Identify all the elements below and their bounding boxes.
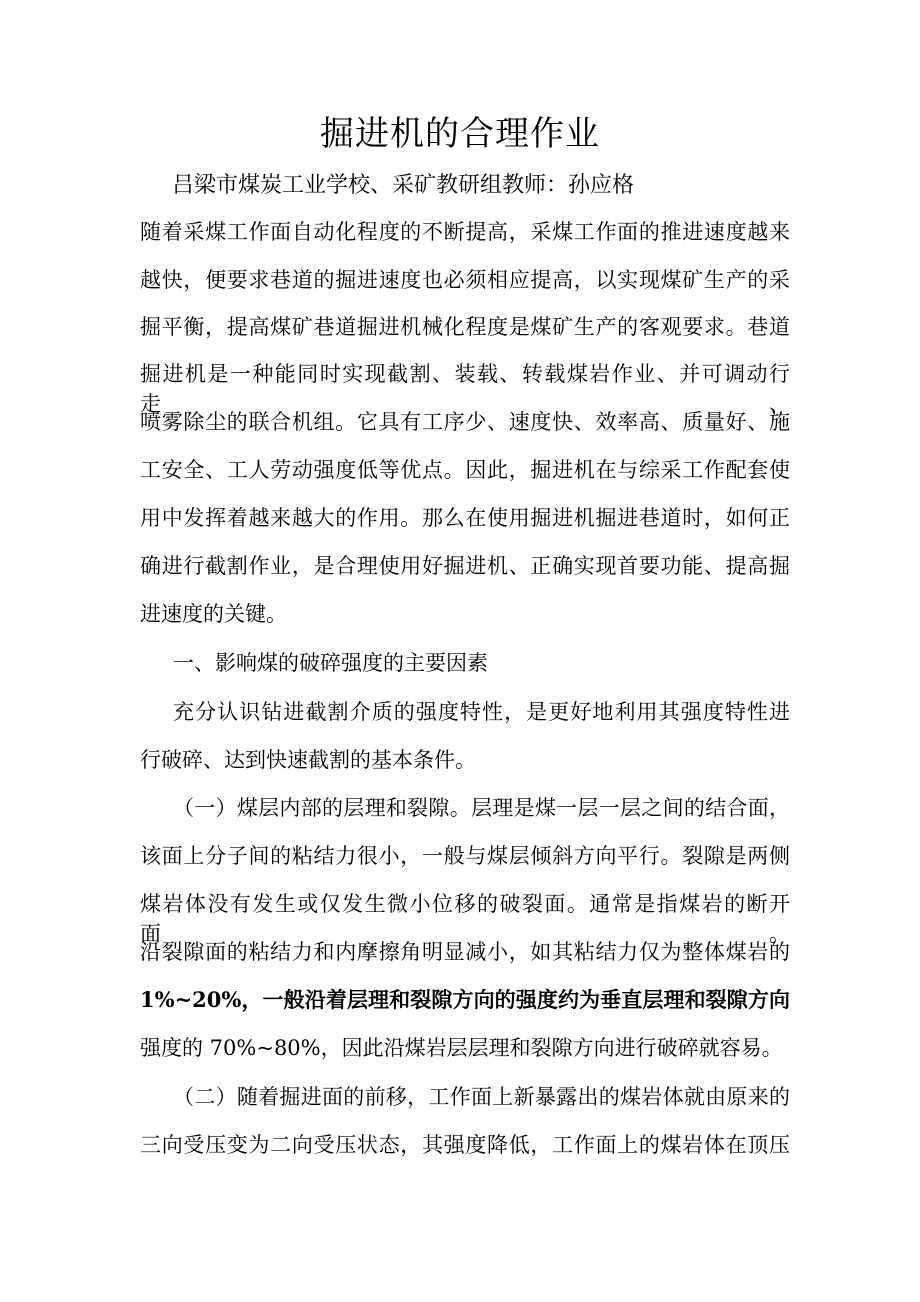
body-line: 强度的 70%~80%，因此沿煤岩层层理和裂隙方向进行破碎就容易。 — [140, 1036, 783, 1060]
body-line: 工安全、工人劳动强度低等优点。因此，掘进机在与综采工作配套使 — [140, 458, 790, 482]
section-heading: 一、影响煤的破碎强度的主要因素 — [173, 651, 488, 675]
body-line: 喷雾除尘的联合机组。它具有工序少、速度快、效率高、质量好、施 — [140, 410, 790, 434]
document-subtitle: 吕梁市煤炭工业学校、采矿教研组教师：孙应格 — [172, 173, 635, 198]
body-line: 该面上分子间的粘结力很小，一般与煤层倾斜方向平行。裂隙是两侧 — [140, 844, 790, 868]
body-line: 行破碎、达到快速截割的基本条件。 — [140, 748, 476, 772]
body-line: 掘平衡，提高煤矿巷道掘进机械化程度是煤矿生产的客观要求。巷道 — [140, 315, 790, 339]
body-line: 沿裂隙面的粘结力和内摩擦角明显减小，如其粘结力仅为整体煤岩的 — [140, 940, 790, 964]
body-line: 充分认识钻进截割介质的强度特性，是更好地利用其强度特性进 — [173, 700, 790, 724]
body-line: 煤岩体没有发生或仅发生微小位移的破裂面。通常是指煤岩的断开面。 — [140, 892, 790, 946]
body-line: 用中发挥着越来越大的作用。那么在使用掘进机掘进巷道时，如何正 — [140, 506, 790, 530]
body-line: （一）煤层内部的层理和裂隙。层理是煤一层一层之间的结合面， — [173, 796, 790, 820]
body-line: 三向受压变为二向受压状态，其强度降低，工作面上的煤岩体在顶压 — [140, 1133, 790, 1157]
body-line: （二）随着掘进面的前移，工作面上新暴露出的煤岩体就由原来的 — [173, 1085, 790, 1109]
document-title: 掘进机的合理作业 — [320, 114, 600, 154]
body-line: 进速度的关键。 — [140, 602, 287, 626]
body-line: 确进行截割作业，是合理使用好掘进机、正确实现首要功能、提高掘 — [140, 554, 790, 578]
body-line: 1%~20%，一般沿着层理和裂隙方向的强度约为垂直层理和裂隙方向 — [140, 987, 790, 1012]
body-line: 掘进机是一种能同时实现截割、装载、转载煤岩作业、并可调动行走、 — [140, 362, 790, 416]
body-line: 随着采煤工作面自动化程度的不断提高，采煤工作面的推进速度越来 — [140, 220, 790, 244]
body-line: 越快，便要求巷道的掘进速度也必须相应提高，以实现煤矿生产的采 — [140, 268, 790, 292]
